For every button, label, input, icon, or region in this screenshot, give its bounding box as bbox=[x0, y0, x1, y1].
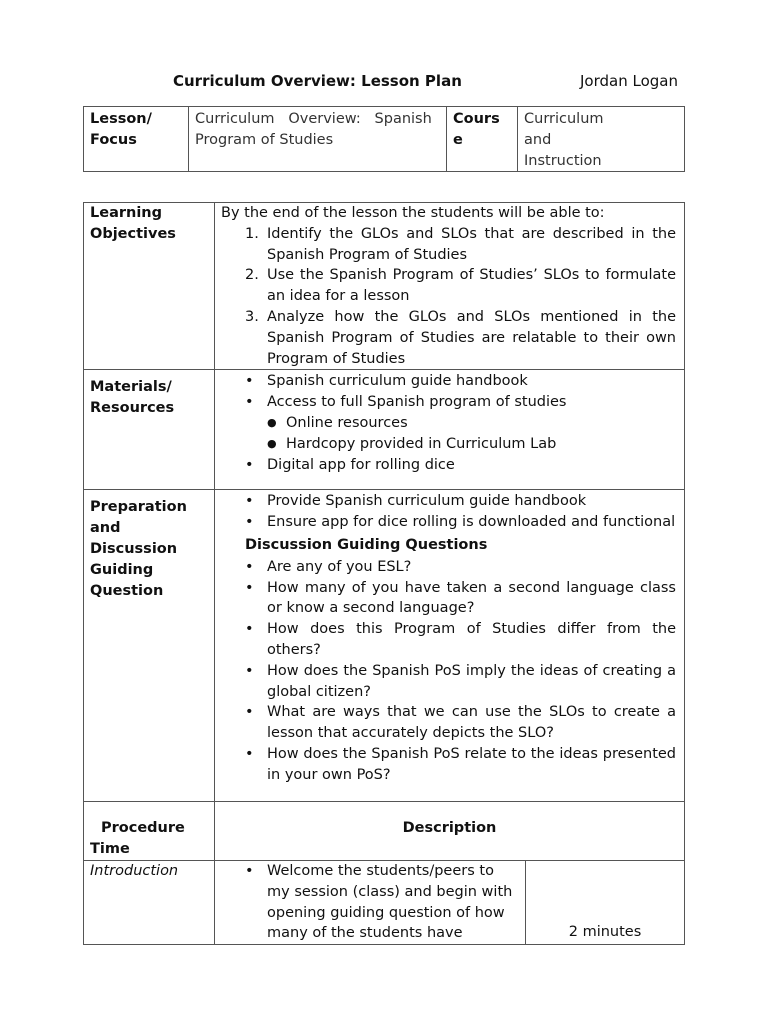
focus-label: Focus bbox=[90, 131, 137, 148]
procedure-time-header-cell bbox=[84, 802, 215, 861]
preparation-item: • Ensure app for dice rolling is downloaded and functional bbox=[245, 514, 676, 531]
learning-objectives-label-cell bbox=[84, 203, 215, 370]
preparation-label-cell bbox=[84, 490, 215, 802]
learning-label: Learning bbox=[90, 205, 163, 221]
author-name: Jordan Logan bbox=[580, 72, 678, 90]
procedure-header: Procedure bbox=[101, 820, 185, 837]
lesson-focus-label-cell bbox=[84, 107, 189, 172]
discussion-question: • How many of you have taken a second language class or know a second language? bbox=[245, 579, 676, 617]
course-label-cell bbox=[447, 107, 518, 172]
objective-item: 2. Use the Spanish Program of Studies’ SLOs to formulate an idea for a lesson bbox=[245, 267, 676, 305]
discussion-question: • How does the Spanish PoS imply the ideas of creating a global citizen? bbox=[245, 662, 676, 700]
time-header: Time bbox=[90, 841, 130, 858]
lesson-focus-value-line-1: Curriculum Overview: Spanish bbox=[195, 111, 432, 127]
lesson-label: Lesson/ bbox=[90, 111, 152, 127]
and-label: and bbox=[90, 520, 121, 537]
preparation-label: Preparation bbox=[90, 499, 187, 516]
material-item: • Access to full Spanish program of studies bbox=[245, 394, 567, 411]
preparation-item: • Provide Spanish curriculum guide handbook bbox=[245, 493, 587, 510]
discussion-label: Discussion bbox=[90, 540, 178, 557]
discussion-question: • How does this Program of Studies differ from the others? bbox=[245, 621, 676, 658]
course-value-cell bbox=[518, 107, 685, 172]
discussion-questions-heading: Discussion Guiding Questions bbox=[245, 536, 488, 553]
introduction-time-cell bbox=[526, 860, 685, 944]
objectives-intro: By the end of the lesson the students will be able to: bbox=[221, 205, 605, 221]
guiding-label: Guiding bbox=[90, 561, 154, 578]
materials-label: Materials/ bbox=[90, 379, 172, 396]
description-header: Description bbox=[402, 820, 497, 837]
document-header bbox=[0, 72, 768, 92]
course-value-line-3: Instruction bbox=[524, 152, 602, 169]
introduction-label-cell bbox=[84, 860, 215, 944]
course-value-line-1: Curriculum bbox=[524, 111, 604, 127]
materials-label-cell bbox=[84, 370, 215, 490]
preparation-content-cell bbox=[215, 490, 685, 802]
course-label-line-2: e bbox=[453, 131, 463, 148]
objectives-label: Objectives bbox=[90, 225, 176, 242]
introduction-label: Introduction bbox=[90, 862, 179, 879]
question-label: Question bbox=[90, 582, 164, 599]
lesson-focus-value-cell bbox=[189, 107, 447, 172]
lesson-plan-table bbox=[83, 202, 685, 945]
introduction-description-cell bbox=[215, 860, 526, 944]
materials-content-cell bbox=[215, 370, 685, 490]
objective-item: 3. Analyze how the GLOs and SLOs mentioned in the Spanish Program of Studies are relatable to their own Program of Studies bbox=[245, 308, 676, 367]
document-title: Curriculum Overview: Lesson Plan bbox=[173, 72, 462, 90]
lesson-focus-value-line-2: Program of Studies bbox=[195, 131, 334, 148]
material-subitem: ● Hardcopy provided in Curriculum Lab bbox=[267, 435, 557, 452]
introduction-description: • Welcome the students/peers to my session (class) and begin with opening guiding question of how many of the students have bbox=[245, 862, 513, 942]
material-item: • Digital app for rolling dice bbox=[245, 456, 455, 473]
course-label-line-1: Cours bbox=[453, 111, 500, 127]
objective-item: 1. Identify the GLOs and SLOs that are described in the Spanish Program of Studies bbox=[245, 225, 676, 263]
material-item: • Spanish curriculum guide handbook bbox=[245, 373, 528, 390]
resources-label: Resources bbox=[90, 400, 175, 417]
discussion-question: • Are any of you ESL? bbox=[245, 558, 412, 575]
course-value-line-2: and bbox=[524, 131, 552, 148]
introduction-time: 2 minutes bbox=[568, 924, 642, 941]
learning-objectives-content-cell bbox=[215, 203, 685, 370]
discussion-question: • How does the Spanish PoS relate to the ideas presented in your own PoS? bbox=[245, 745, 676, 783]
material-subitem: ● Online resources bbox=[267, 414, 408, 431]
description-header-cell bbox=[215, 802, 685, 861]
lesson-info-table bbox=[83, 106, 685, 172]
discussion-question: • What are ways that we can use the SLOs to create a lesson that accurately depicts the SLO? bbox=[245, 704, 676, 742]
